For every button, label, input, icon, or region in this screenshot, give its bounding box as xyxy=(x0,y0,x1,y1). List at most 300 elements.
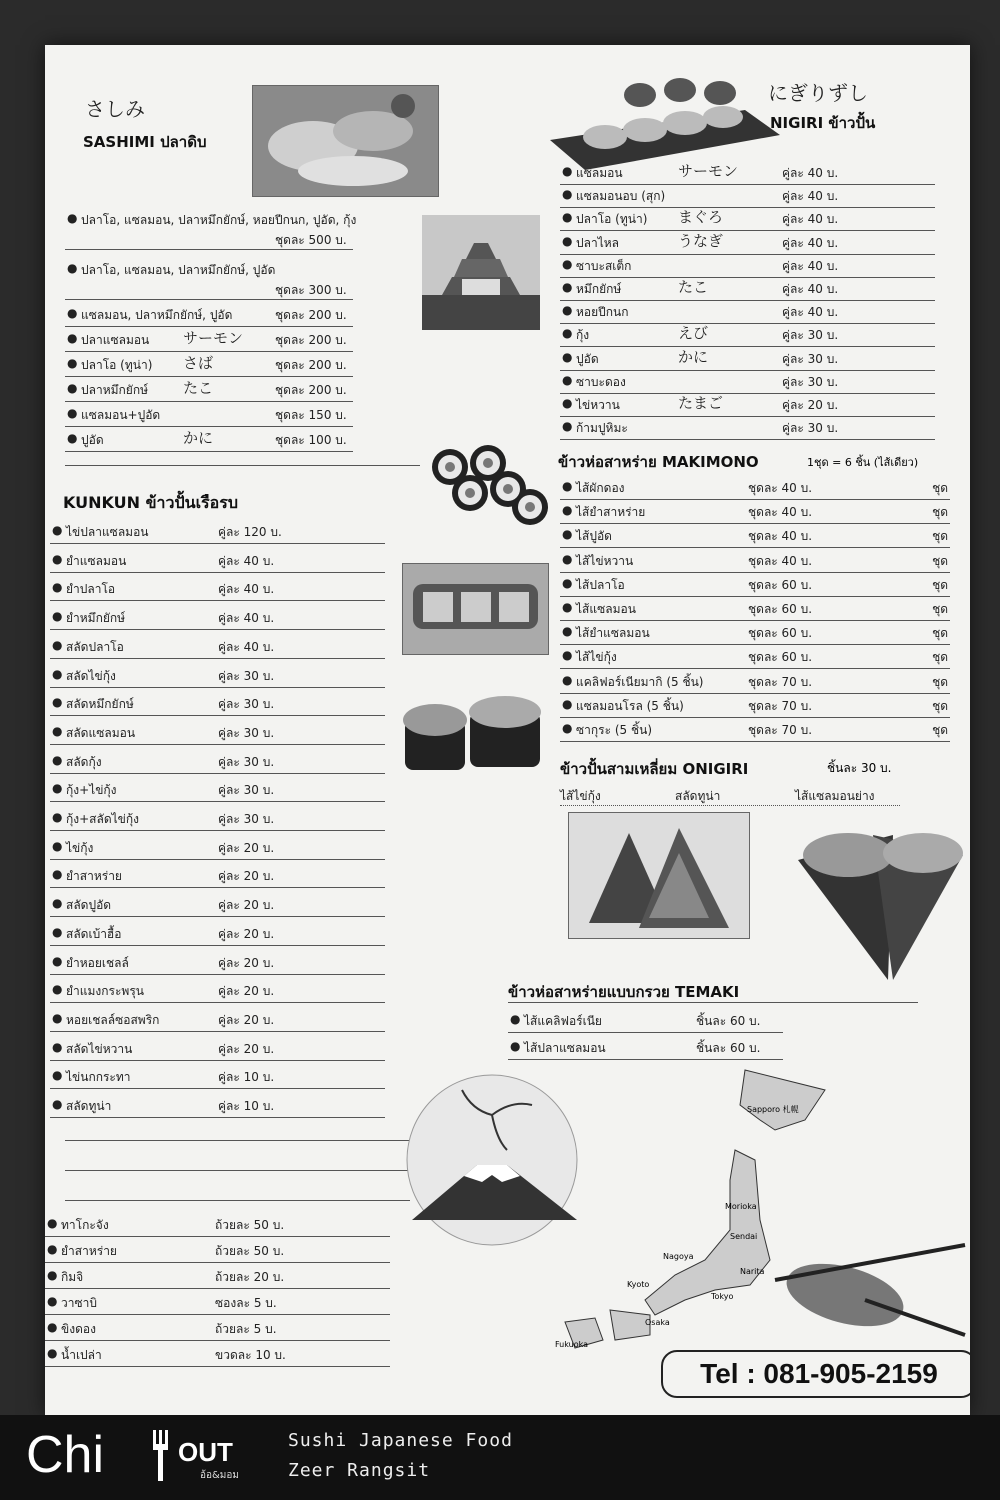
item-name: ยำสาหร่าย xyxy=(66,869,122,884)
kunkun-title: KUNKUN ข้าวปั้นเรือรบ xyxy=(63,493,238,512)
kunkun-row xyxy=(50,718,385,745)
nigiri-title: NIGIRI ข้าวปั้น xyxy=(770,114,876,132)
bullet-icon: ● xyxy=(562,326,573,341)
sashimi-row xyxy=(65,205,357,250)
bullet-icon: ● xyxy=(52,838,63,853)
kunkun-row xyxy=(50,661,385,688)
map-city: Tokyo xyxy=(711,1292,734,1301)
menu-sheet xyxy=(45,45,970,1415)
map-city: Kyoto xyxy=(627,1280,650,1289)
gunkan-art xyxy=(400,690,550,780)
item-jp-name: たこ xyxy=(678,278,709,296)
item-price: ชิ้นละ 60 บ. xyxy=(696,1041,761,1055)
item-name: ยำแซลมอน xyxy=(66,553,127,568)
bullet-icon: ● xyxy=(562,503,573,518)
sashimi-row xyxy=(65,325,353,352)
item-name: ปลาโอ, แซลมอน, ปลาหมึกยักษ์, หอยปีกนก, ปูอัด, กุ้ง xyxy=(81,213,357,227)
bullet-icon: ● xyxy=(52,523,63,537)
bullet-icon: ● xyxy=(562,256,573,271)
makimono-row xyxy=(560,521,950,548)
kunkun-row xyxy=(50,775,385,802)
side-row xyxy=(45,1288,390,1315)
item-name: สลัดแซลมอน xyxy=(66,725,136,740)
item-name: ไส้ไข่หวาน xyxy=(576,553,634,568)
bullet-icon: ● xyxy=(52,723,63,738)
item-jp-name: かに xyxy=(678,347,709,366)
item-price: คู่ละ 30 บ. xyxy=(218,783,275,798)
bullet-icon: ● xyxy=(52,551,63,566)
item-price: ชุดละ 70 บ. xyxy=(748,698,813,713)
item-price: คู่ละ 40 บ. xyxy=(782,212,839,227)
item-price: คู่ละ 30 บ. xyxy=(782,351,839,366)
sashimi-row xyxy=(65,255,353,300)
footer-line1: Sushi Japanese Food xyxy=(288,1430,513,1451)
item-name: ซากุระ (5 ชิ้น) xyxy=(576,723,653,737)
bullet-icon: ● xyxy=(67,381,78,395)
item-price: ชุดละ 70 บ. xyxy=(748,723,813,737)
bullet-icon: ● xyxy=(562,600,573,614)
item-name: แซลมอน, ปลาหมึกยักษ์, ปูอัด xyxy=(81,308,233,322)
item-name: สลัดทูน่า xyxy=(66,1099,112,1113)
bullet-icon: ● xyxy=(52,637,63,652)
item-price: ถ้วยละ 20 บ. xyxy=(215,1270,285,1284)
item-price: ขวดละ 10 บ. xyxy=(215,1348,286,1362)
item-name: แซลมอน+ปูอัด xyxy=(81,408,161,422)
bullet-icon: ● xyxy=(562,372,573,387)
sashimi-row xyxy=(65,350,353,377)
item-name: สลัดปลาโอ xyxy=(66,639,124,654)
item-name: กุ้ง xyxy=(576,328,590,343)
item-price: ชุดละ 40 บ. xyxy=(748,505,813,520)
item-price: ชุดละ 60 บ. xyxy=(748,626,813,641)
side-row xyxy=(45,1210,390,1237)
item-name: สลัดไข่กุ้ง xyxy=(66,668,116,683)
bullet-icon: ● xyxy=(67,356,78,370)
kunkun-row xyxy=(50,689,385,716)
item-name: ทาโกะจัง xyxy=(61,1218,109,1232)
gunkan-photo xyxy=(400,690,550,780)
bullet-icon: ● xyxy=(562,187,573,202)
bullet-icon: ● xyxy=(562,624,573,639)
item-name: ปูอัด xyxy=(81,433,104,447)
bullet-icon: ● xyxy=(562,164,573,178)
item-price: ชุดละ 60 บ. xyxy=(748,650,813,665)
item-name: สลัดกุ้ง xyxy=(66,754,102,769)
sashimi-row xyxy=(65,375,353,402)
kunkun-row xyxy=(50,632,385,659)
item-name: ปลาโอ (ทูน่า) xyxy=(81,358,153,372)
item-name: ไส้ปลาแซลมอน xyxy=(524,1041,606,1055)
makimono-note: 1ชุด = 6 ชิ้น (ไส้เดียว) xyxy=(807,456,919,469)
item-name: ปลาโอ, แซลมอน, ปลาหมึกยักษ์, ปูอัด xyxy=(81,263,276,277)
item-price: คู่ละ 30 บ. xyxy=(782,374,839,389)
item-price: คู่ละ 40 บ. xyxy=(782,189,839,204)
divider xyxy=(65,465,420,466)
kunkun-row xyxy=(50,546,385,573)
item-price: ถ้วยละ 50 บ. xyxy=(215,1244,285,1258)
item-name: ไส้ผักดอง xyxy=(576,481,625,495)
bullet-icon: ● xyxy=(67,261,78,275)
bullet-icon: ● xyxy=(562,349,573,364)
item-name: แซลมอนอบ (สุก) xyxy=(576,189,666,204)
bullet-icon: ● xyxy=(52,781,63,796)
onigiri-price: ชิ้นละ 30 บ. xyxy=(827,761,892,775)
item-name: สลัดเบ้าฮื้อ xyxy=(66,926,122,941)
kunkun-row xyxy=(50,1034,385,1061)
item-unit: ชุด xyxy=(932,481,948,495)
item-name: ขิงดอง xyxy=(61,1322,96,1336)
item-price: คู่ละ 40 บ. xyxy=(218,553,275,568)
item-price: ชุดละ 60 บ. xyxy=(748,602,813,616)
item-name: ไส้ปูอัด xyxy=(576,529,612,544)
item-price: คู่ละ 10 บ. xyxy=(218,1099,275,1113)
map-city: Nagoya xyxy=(663,1252,694,1261)
kunkun-row xyxy=(50,1005,385,1032)
item-name: สลัดปูอัด xyxy=(66,898,112,913)
item-name: หอยปีกนก xyxy=(576,305,629,320)
item-price: ชุดละ 60 บ. xyxy=(748,577,813,592)
nigiri-jp-title: にぎりずし xyxy=(768,81,868,105)
map-city: Osaka xyxy=(645,1318,670,1327)
item-name: หอยเชลล์ซอสพริก xyxy=(66,1012,160,1027)
item-name: สลัดหมึกยักษ์ xyxy=(66,697,134,712)
item-price: คู่ละ 20 บ. xyxy=(218,926,275,941)
kunkun-row xyxy=(50,574,385,601)
item-jp-name: サーモン xyxy=(678,162,739,180)
bullet-icon: ● xyxy=(47,1320,58,1334)
temaki-underline xyxy=(508,1002,918,1003)
item-name: ยำสาหร่าย xyxy=(61,1244,117,1258)
item-unit: ชุด xyxy=(932,723,948,737)
item-price: ชุดละ 150 บ. xyxy=(275,408,347,422)
item-name: น้ำเปล่า xyxy=(61,1348,102,1362)
chillout-logo-out: OUT xyxy=(178,1437,233,1467)
item-name: ยำปลาโอ xyxy=(66,582,116,597)
fork-art xyxy=(150,1428,172,1483)
item-price: คู่ละ 30 บ. xyxy=(218,725,275,740)
item-unit: ชุด xyxy=(932,529,948,544)
nigiri-photo xyxy=(545,75,785,170)
bullet-icon: ● xyxy=(52,1010,63,1025)
item-price: คู่ละ 20 บ. xyxy=(218,1012,275,1027)
bullet-icon: ● xyxy=(52,1039,63,1054)
item-name: ปลาแซลมอน xyxy=(81,333,150,347)
item-price: ชุดละ 100 บ. xyxy=(275,433,347,447)
makimono-title: ข้าวห่อสาหร่าย MAKIMONO xyxy=(558,453,759,471)
side-row xyxy=(45,1262,390,1289)
fork-icon xyxy=(150,1428,172,1483)
item-name: ไส้ปลาโอ xyxy=(576,577,625,592)
item-jp-name: たまご xyxy=(678,394,724,412)
item-unit: ชุด xyxy=(932,553,948,568)
map-city: Sendai xyxy=(730,1232,758,1241)
bullet-icon: ● xyxy=(52,580,63,595)
item-name: ไส้แซลมอน xyxy=(576,602,636,616)
map-city: Sapporo 札幌 xyxy=(747,1105,799,1114)
item-name: ปลาไหล xyxy=(576,235,620,250)
item-name: กิมจิ xyxy=(61,1270,84,1284)
maki-art xyxy=(420,445,550,530)
map-city: Morioka xyxy=(725,1202,757,1211)
item-unit: ชุด xyxy=(932,505,948,520)
item-name: ซาบะสเต็ก xyxy=(576,258,632,273)
bullet-icon: ● xyxy=(52,924,63,939)
item-price: ชุดละ 40 บ. xyxy=(748,529,813,544)
bullet-icon: ● xyxy=(52,666,63,681)
item-price: คู่ละ 40 บ. xyxy=(782,282,839,296)
item-price: คู่ละ 120 บ. xyxy=(218,525,282,539)
bullet-icon: ● xyxy=(67,406,78,420)
item-price: คู่ละ 20 บ. xyxy=(782,398,839,412)
chopsticks-art xyxy=(765,1240,970,1340)
item-price: คู่ละ 40 บ. xyxy=(782,305,839,320)
item-price: คู่ละ 40 บ. xyxy=(782,235,839,250)
temaki-row xyxy=(508,1033,783,1060)
kunkun-row xyxy=(50,1091,385,1118)
item-price: คู่ละ 30 บ. xyxy=(218,668,275,683)
kunkun-row xyxy=(50,747,385,774)
footer-line2: Zeer Rangsit xyxy=(288,1460,431,1481)
bullet-icon: ● xyxy=(52,867,63,882)
item-price: คู่ละ 20 บ. xyxy=(218,840,275,855)
item-name: ไส้ไข่กุ้ง xyxy=(576,650,617,665)
item-name: ไข่ปลาแซลมอน xyxy=(66,525,149,539)
kunkun-row xyxy=(50,861,385,888)
roll-photo xyxy=(402,563,549,655)
item-jp-name: かに xyxy=(183,429,214,447)
item-name: ยำหอยเชลล์ xyxy=(66,955,129,970)
item-price: ชุดละ 40 บ. xyxy=(748,481,813,495)
bullet-icon: ● xyxy=(52,810,63,824)
castle-art xyxy=(422,215,540,330)
bullet-icon: ● xyxy=(52,609,63,624)
roll-art xyxy=(403,564,548,654)
item-name: ปูอัด xyxy=(576,351,599,366)
blank-line xyxy=(65,1200,410,1201)
kunkun-row xyxy=(50,919,385,946)
bullet-icon: ● xyxy=(47,1268,58,1282)
bullet-icon: ● xyxy=(562,575,573,590)
item-unit: ชุด xyxy=(932,674,948,689)
onigiri-option: ไส้แซลมอนย่าง xyxy=(795,789,875,803)
item-price: คู่ละ 30 บ. xyxy=(782,421,839,436)
item-name: ไส้แคลิฟอร์เนีย xyxy=(524,1014,602,1028)
item-price: คู่ละ 40 บ. xyxy=(218,639,275,654)
sashimi-title: SASHIMI ปลาดิบ xyxy=(83,133,207,151)
onigiri-option: ไส้ไข่กุ้ง xyxy=(560,789,601,803)
side-row xyxy=(45,1314,390,1341)
bullet-icon: ● xyxy=(562,672,573,687)
item-price: ชุดละ 40 บ. xyxy=(748,553,813,568)
item-jp-name: たこ xyxy=(183,379,214,397)
bullet-icon: ● xyxy=(52,1068,63,1083)
item-price: คู่ละ 20 บ. xyxy=(218,1041,275,1056)
item-name: ไส้ยำแซลมอน xyxy=(576,626,650,641)
onigiri-option: สลัดทูน่า xyxy=(675,789,721,803)
temaki-art xyxy=(793,815,970,985)
bullet-icon: ● xyxy=(52,752,63,767)
nigiri-row xyxy=(560,413,935,440)
item-name: ไส้ยำสาหร่าย xyxy=(576,505,646,520)
map-city: Narita xyxy=(740,1267,765,1276)
item-unit: ชุด xyxy=(932,577,948,592)
item-name: ไข่นกกระทา xyxy=(66,1070,131,1085)
makimono-row xyxy=(560,642,950,669)
side-row xyxy=(45,1236,390,1263)
onigiri-photo xyxy=(568,812,750,939)
temaki-photo xyxy=(793,815,970,985)
bullet-icon: ● xyxy=(562,233,573,248)
item-price: ชุดละ 200 บ. xyxy=(275,308,347,322)
item-price: คู่ละ 30 บ. xyxy=(218,697,275,712)
bullet-icon: ● xyxy=(510,1012,521,1026)
bullet-icon: ● xyxy=(47,1216,58,1230)
bullet-icon: ● xyxy=(52,695,63,710)
map-city: Fukuoka xyxy=(555,1340,588,1349)
bullet-icon: ● xyxy=(52,896,63,911)
item-name: แซลมอน xyxy=(576,166,623,180)
chillout-logo-sub: อ้อ&มอม xyxy=(200,1470,239,1481)
bullet-icon: ● xyxy=(47,1242,58,1256)
maki-photo xyxy=(420,445,550,530)
item-name: ปลาหมึกยักษ์ xyxy=(81,383,149,397)
item-price: ชุดละ 300 บ. xyxy=(275,283,347,297)
blank-line xyxy=(65,1170,410,1171)
blank-line xyxy=(65,1140,410,1141)
bullet-icon: ● xyxy=(47,1346,58,1360)
item-name: แซลมอนโรล (5 ชิ้น) xyxy=(576,698,684,713)
item-price: คู่ละ 20 บ. xyxy=(218,984,275,999)
bullet-icon: ● xyxy=(52,953,63,968)
item-price: ชุดละ 500 บ. xyxy=(275,233,347,247)
item-name: กุ้ง+สลัดไข่กุ้ง xyxy=(66,812,140,826)
sashimi-photo xyxy=(252,85,439,197)
item-jp-name: えび xyxy=(678,324,709,343)
makimono-row xyxy=(560,618,950,645)
item-jp-name: うなぎ xyxy=(678,231,724,250)
bullet-icon: ● xyxy=(510,1039,521,1053)
bullet-icon: ● xyxy=(67,211,78,225)
item-name: หมึกยักษ์ xyxy=(576,282,622,296)
sashimi-row xyxy=(65,425,353,452)
item-price: คู่ละ 20 บ. xyxy=(218,955,275,970)
bullet-icon: ● xyxy=(562,527,573,542)
onigiri-title: ข้าวปั้นสามเหลี่ยม ONIGIRI xyxy=(560,760,749,778)
item-price: คู่ละ 20 บ. xyxy=(218,898,275,913)
bullet-icon: ● xyxy=(67,431,78,445)
bullet-icon: ● xyxy=(562,280,573,294)
makimono-row xyxy=(560,691,950,718)
item-name: ปลาโอ (ทูน่า) xyxy=(576,212,648,227)
nigiri-art xyxy=(545,75,785,170)
item-price: ชุดละ 200 บ. xyxy=(275,358,347,372)
onigiri-line xyxy=(560,805,900,806)
item-name: ไข่หวาน xyxy=(576,398,620,412)
item-name: ก้ามปูหิมะ xyxy=(576,421,628,436)
item-jp-name: まぐろ xyxy=(678,208,724,227)
item-name: สลัดไข่หวาน xyxy=(66,1041,133,1056)
sashimi-row xyxy=(65,400,353,427)
item-unit: ชุด xyxy=(932,626,948,641)
makimono-row xyxy=(560,473,950,500)
bullet-icon: ● xyxy=(52,982,63,997)
sashimi-jp-title: さしみ xyxy=(85,97,145,121)
temaki-row xyxy=(508,1006,783,1033)
makimono-row xyxy=(560,570,950,597)
kunkun-row xyxy=(50,1062,385,1089)
bullet-icon: ● xyxy=(562,303,573,318)
chillout-logo: Chi xyxy=(26,1426,105,1484)
bullet-icon: ● xyxy=(562,479,573,493)
bullet-icon: ● xyxy=(562,648,573,663)
item-name: ซาบะดอง xyxy=(576,374,626,389)
makimono-row xyxy=(560,667,950,694)
bullet-icon: ● xyxy=(562,721,573,735)
castle-image xyxy=(422,215,540,330)
kunkun-row xyxy=(50,890,385,917)
item-price: คู่ละ 20 บ. xyxy=(218,869,275,884)
bullet-icon: ● xyxy=(562,396,573,410)
onigiri-art xyxy=(569,813,749,938)
kunkun-row xyxy=(50,517,385,544)
item-jp-name: さば xyxy=(183,354,214,372)
bullet-icon: ● xyxy=(47,1294,58,1308)
chopsticks-illustration xyxy=(765,1240,970,1340)
kunkun-row xyxy=(50,948,385,975)
makimono-row xyxy=(560,594,950,621)
bullet-icon: ● xyxy=(562,419,573,434)
item-price: คู่ละ 40 บ. xyxy=(218,611,275,626)
makimono-row xyxy=(560,715,950,742)
item-price: ถ้วยละ 5 บ. xyxy=(215,1322,277,1336)
item-price: ซองละ 5 บ. xyxy=(215,1296,277,1310)
kunkun-row xyxy=(50,804,385,831)
kunkun-row xyxy=(50,603,385,630)
side-row xyxy=(45,1340,390,1367)
item-name: ยำหมึกยักษ์ xyxy=(66,611,126,626)
item-unit: ชุด xyxy=(932,650,948,665)
item-name: แคลิฟอร์เนียมากิ (5 ชิ้น) xyxy=(576,674,704,689)
item-price: ชุดละ 200 บ. xyxy=(275,333,347,347)
item-name: ไข่กุ้ง xyxy=(66,840,94,855)
item-price: ชุดละ 200 บ. xyxy=(275,383,347,397)
item-price: คู่ละ 40 บ. xyxy=(782,166,839,180)
item-name: กุ้ง+ไข่กุ้ง xyxy=(66,783,117,798)
item-name: วาซาบิ xyxy=(61,1296,97,1310)
makimono-row xyxy=(560,546,950,573)
sashimi-photo-art xyxy=(253,86,438,196)
item-unit: ชุด xyxy=(932,698,948,713)
item-name: ยำแมงกระพรุน xyxy=(66,984,144,999)
telephone-box: Tel : 081-905-2159 xyxy=(661,1350,970,1398)
item-price: ชิ้นละ 60 บ. xyxy=(696,1014,761,1028)
item-price: ถ้วยละ 50 บ. xyxy=(215,1218,285,1232)
kunkun-row xyxy=(50,833,385,860)
bullet-icon: ● xyxy=(562,696,573,711)
bullet-icon: ● xyxy=(67,331,78,345)
bullet-icon: ● xyxy=(562,551,573,566)
makimono-row xyxy=(560,497,950,524)
item-unit: ชุด xyxy=(932,602,948,616)
item-price: คู่ละ 30 บ. xyxy=(218,754,275,769)
item-jp-name: サーモン xyxy=(183,329,244,347)
sashimi-row xyxy=(65,300,353,327)
kunkun-row xyxy=(50,976,385,1003)
bullet-icon: ● xyxy=(562,210,573,225)
bullet-icon: ● xyxy=(67,306,78,320)
item-price: คู่ละ 30 บ. xyxy=(782,328,839,343)
item-price: คู่ละ 10 บ. xyxy=(218,1070,275,1085)
